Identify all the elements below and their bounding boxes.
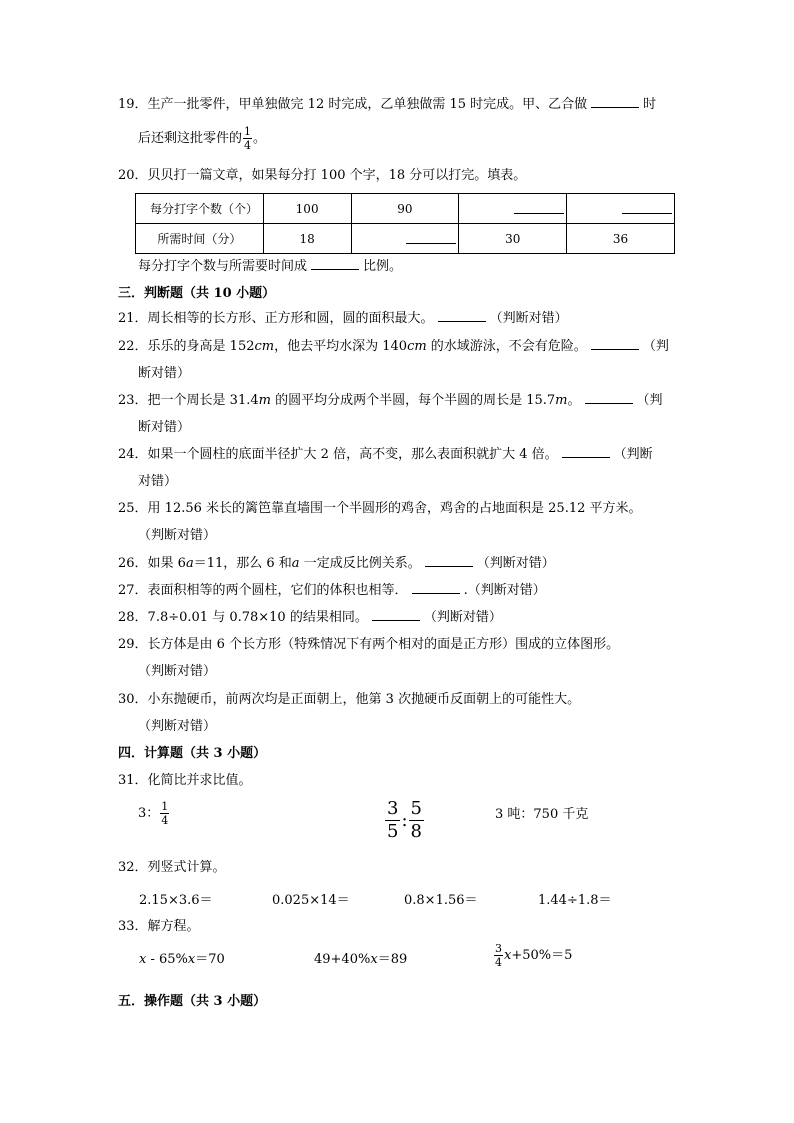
answer-blank[interactable] [372, 608, 420, 621]
table-cell: 90 [351, 194, 459, 224]
calc-item: 0.8×1.56＝ [404, 893, 478, 908]
answer-blank[interactable] [591, 337, 639, 350]
question-27: 27．表面积相等的两个圆柱，它们的体积也相等． .（判断对错） [118, 583, 546, 598]
table-cell: 30 [459, 224, 567, 254]
answer-blank[interactable] [585, 391, 633, 404]
ratio-item-3: 3 吨：750 千克 [495, 807, 589, 822]
table-row [136, 194, 675, 224]
question-30-cont: （判断对错） [138, 719, 217, 734]
question-33: 33．解方程。 [118, 919, 200, 934]
question-21: 21．周长相等的长方形、正方形和圆，圆的面积最大。 （判断对错） [118, 311, 568, 326]
question-26: 26．如果 6a＝11，那么 6 和a 一定成反比例关系。 （判断对错） [118, 556, 555, 571]
row-label: 所需时间（分） [136, 224, 264, 254]
row-label: 每分打字个数（个） [136, 194, 264, 224]
answer-blank[interactable] [311, 257, 359, 270]
question-29-cont: （判断对错） [138, 664, 217, 679]
question-19-line1: 19．生产一批零件，甲单独做完 12 时完成，乙单独做需 15 时完成。甲、乙合做 时 [118, 97, 657, 112]
equation-2: 49+40%x＝89 [314, 952, 408, 967]
table-cell-blank[interactable] [459, 194, 567, 224]
question-22-cont: 断对错） [138, 366, 191, 381]
question-29: 29．长方体是由 6 个长方形（特殊情况下有两个相对的面是正方形）围成的立体图形。 [118, 637, 620, 652]
fraction: $\frac{5}{8}$ [410, 798, 422, 842]
question-20: 20．贝贝打一篇文章，如果每分打 100 个字，18 分可以打完。填表。 [118, 168, 527, 183]
question-text: 生产一批零件，甲单独做完 12 时完成，乙单独做需 15 时完成。甲、乙合做 [147, 97, 588, 112]
fraction: $\frac{3}{4}$ [495, 942, 502, 969]
table-row [136, 224, 675, 254]
section-4-heading: 四．计算题（共 3 小题） [118, 746, 267, 761]
question-25-cont: （判断对错） [138, 528, 217, 543]
question-24-cont: 对错） [138, 474, 178, 489]
ratio-item-2: $\frac{3}{5}$ : $\frac{5}{8}$ [387, 798, 422, 842]
equation-3: $\frac{3}{4}$ x+50%＝5 [495, 942, 573, 969]
question-23: 23．把一个周长是 31.4m 的圆平均分成两个半圆，每个半圆的周长是 15.7m。 （判 [118, 393, 663, 408]
fraction: $\frac{3}{5}$ [387, 798, 399, 842]
section-3-heading: 三．判断题（共 10 小题） [118, 286, 276, 301]
table-cell-blank[interactable] [351, 224, 459, 254]
calc-item: 0.025×14＝ [272, 893, 350, 908]
fraction: $\frac{1}{4}$ [161, 800, 169, 827]
fraction: $\frac{1}{4}$ [244, 125, 252, 152]
section-5-heading: 五．操作题（共 3 小题） [118, 994, 267, 1009]
question-23-cont: 断对错） [138, 420, 191, 435]
table-cell: 100 [263, 194, 351, 224]
answer-blank[interactable] [562, 445, 610, 458]
answer-blank[interactable] [591, 95, 639, 108]
calc-item: 2.15×3.6＝ [139, 893, 213, 908]
question-number: 19． [118, 97, 148, 112]
equation-1: x - 65%x＝70 [139, 952, 225, 967]
question-28: 28．7.8÷0.01 与 0.78×10 的结果相同。 （判断对错） [118, 610, 502, 625]
question-22: 22．乐乐的身高是 152cm，他去平均水深为 140cm 的水域游泳，不会有危险。 （判 [118, 339, 669, 354]
question-31: 31．化简比并求比值。 [118, 773, 252, 788]
table-cell-blank[interactable] [567, 194, 675, 224]
table-cell: 36 [567, 224, 675, 254]
question-32: 32．列竖式计算。 [118, 860, 226, 875]
calc-item: 1.44÷1.8＝ [538, 893, 612, 908]
answer-blank[interactable] [412, 581, 460, 594]
ratio-item-1: 3： $\frac{1}{4}$ [138, 800, 169, 827]
question-25: 25．用 12.56 米长的篱笆靠直墙围一个半圆形的鸡舍，鸡舍的占地面积是 25.12 平方米。 [118, 501, 642, 516]
question-20-after: 每分打字个数与所需要时间成 比例。 [138, 259, 403, 274]
fill-table [135, 193, 675, 254]
table-cell: 18 [263, 224, 351, 254]
answer-blank[interactable] [438, 309, 486, 322]
question-19-line2: 后还剩这批零件的 $\frac{1}{4}$ 。 [138, 125, 267, 152]
question-30: 30．小东抛硬币，前两次均是正面朝上，他第 3 次抛硬币反面朝上的可能性大。 [118, 692, 581, 707]
question-24: 24．如果一个圆柱的底面半径扩大 2 倍，高不变，那么表面积就扩大 4 倍。 （判断 [118, 447, 653, 462]
answer-blank[interactable] [425, 554, 473, 567]
